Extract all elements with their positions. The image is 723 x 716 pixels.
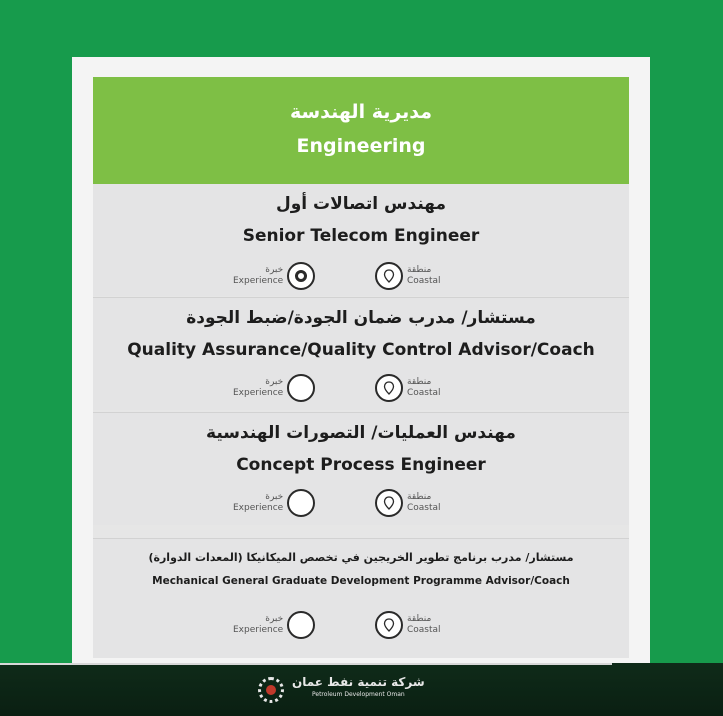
experience-tag	[233, 611, 315, 639]
location-tag	[375, 374, 441, 402]
location-pin-icon	[375, 262, 403, 290]
department-header	[93, 77, 629, 184]
experience-label-en: Experience	[233, 276, 284, 286]
experience-tag	[233, 262, 315, 290]
experience-label-ar: خبرة	[265, 377, 284, 387]
vacancies-panel	[93, 77, 629, 657]
footer-bar	[0, 663, 723, 716]
footer-divider	[0, 663, 612, 665]
job-row[interactable]	[93, 538, 629, 658]
location-tag	[375, 489, 441, 517]
experience-label-en: Experience	[233, 503, 284, 513]
job-title-en: Senior Telecom Engineer	[242, 226, 480, 246]
experience-tag	[233, 489, 315, 517]
job-title-ar: مهندس اتصالات أول	[275, 194, 447, 214]
experience-label-ar: خبرة	[265, 614, 284, 624]
job-title-ar: مستشار/ مدرب برنامج تطوير الخريجين في تخصص الميكانيكا (المعدات الدوارة)	[148, 551, 574, 564]
experience-label-ar: خبرة	[265, 265, 284, 275]
company-name-en: Petroleum Development Oman	[311, 691, 405, 698]
location-label-ar: منطقة	[407, 492, 432, 502]
experience-label-en: Experience	[233, 625, 284, 635]
job-title-en: Mechanical General Graduate Development Programme Advisor/Coach	[152, 575, 570, 587]
company-logo-icon	[258, 677, 284, 703]
location-pin-icon	[375, 611, 403, 639]
job-title-en: Concept Process Engineer	[236, 455, 486, 475]
job-row[interactable]	[93, 297, 629, 410]
location-tag	[375, 262, 441, 290]
empty-circle-icon	[287, 374, 315, 402]
location-pin-icon	[375, 489, 403, 517]
filled-target-icon	[287, 262, 315, 290]
company-name-ar: شركة تنمية نفط عمان	[292, 675, 425, 689]
location-label-en: Coastal	[407, 625, 441, 635]
department-title-ar: مديرية الهندسة	[289, 101, 433, 123]
empty-circle-icon	[287, 611, 315, 639]
department-title-en: Engineering	[296, 135, 426, 157]
location-pin-icon	[375, 374, 403, 402]
company-name	[292, 675, 425, 698]
location-tag	[375, 611, 441, 639]
job-title-ar: مستشار/ مدرب ضمان الجودة/ضبط الجودة	[186, 308, 536, 328]
empty-circle-icon	[287, 489, 315, 517]
location-label-ar: منطقة	[407, 377, 432, 387]
experience-label-en: Experience	[233, 388, 284, 398]
experience-label-ar: خبرة	[265, 492, 284, 502]
location-label-en: Coastal	[407, 503, 441, 513]
location-label-en: Coastal	[407, 276, 441, 286]
location-label-ar: منطقة	[407, 614, 432, 624]
experience-tag	[233, 374, 315, 402]
location-label-ar: منطقة	[407, 265, 432, 275]
job-row[interactable]	[93, 184, 629, 296]
job-row[interactable]	[93, 412, 629, 525]
vacancies-card	[72, 57, 650, 663]
location-label-en: Coastal	[407, 388, 441, 398]
job-title-en: Quality Assurance/Quality Control Advisor/Coach	[127, 340, 595, 360]
job-title-ar: مهندس العمليات/ التصورات الهندسية	[206, 423, 516, 443]
